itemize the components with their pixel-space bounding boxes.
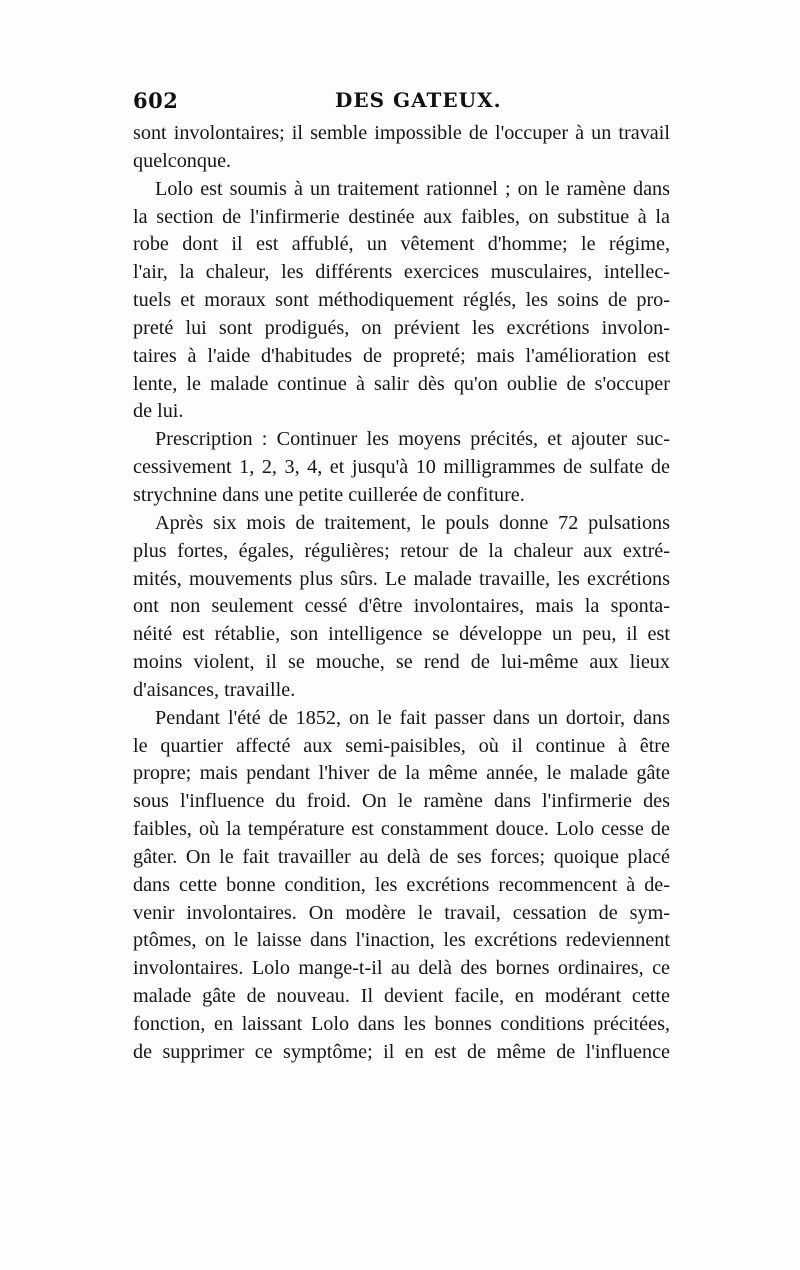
text-line: de lui. xyxy=(133,400,184,423)
running-title: DES GATEUX. xyxy=(335,88,502,112)
text-line: le quartier affecté aux semi-paisibles, où il continue à être xyxy=(133,734,670,757)
text-line: strychnine dans une petite cuillerée de confiture. xyxy=(133,483,525,506)
text-line: propre; mais pendant l'hiver de la même année, le malade gâte xyxy=(133,762,670,785)
text-line: néité est rétablie, son intelligence se développe un peu, il est xyxy=(133,623,670,646)
text-line: faibles, où la température est constamment douce. Lolo cesse de xyxy=(133,818,670,841)
text-line: l'air, la chaleur, les différents exercices musculaires, intellec- xyxy=(133,261,670,284)
page-number: 602 xyxy=(133,88,179,113)
text-line: la section de l'infirmerie destinée aux faibles, on substitue à la xyxy=(133,205,670,228)
text-line: ptômes, on le laisse dans l'inaction, les excrétions redeviennent xyxy=(133,929,670,952)
text-line: Pendant l'été de 1852, on le fait passer dans un dortoir, dans xyxy=(155,706,670,729)
text-line: quelconque. xyxy=(133,149,232,172)
text-line: malade gâte de nouveau. Il devient facile, en modérant cette xyxy=(133,985,670,1008)
text-line: taires à l'aide d'habitudes de propreté; mais l'amélioration est xyxy=(133,344,670,367)
text-line: mités, mouvements plus sûrs. Le malade travaille, les excrétions xyxy=(133,567,670,590)
text-line: lente, le malade continue à salir dès qu'on oublie de s'occuper xyxy=(133,372,670,395)
text-line: plus fortes, égales, régulières; retour de la chaleur aux extré- xyxy=(133,539,670,562)
text-line: tuels et moraux sont méthodiquement réglés, les soins de pro- xyxy=(133,289,670,312)
page-header xyxy=(130,88,670,118)
text-line: cessivement 1, 2, 3, 4, et jusqu'à 10 milligrammes de sulfate de xyxy=(133,456,670,479)
text-line: dans cette bonne condition, les excrétions recommencent à de- xyxy=(133,873,670,896)
text-line: Après six mois de traitement, le pouls donne 72 pulsations xyxy=(155,511,670,534)
body-text xyxy=(133,120,670,1067)
text-line: involontaires. Lolo mange-t-il au delà des bornes ordinaires, ce xyxy=(133,957,670,980)
text-line: Lolo est soumis à un traitement rationnel ; on le ramène dans xyxy=(155,177,670,200)
text-line: gâter. On le fait travailler au delà de ses forces; quoique placé xyxy=(133,845,670,868)
text-line: robe dont il est affublé, un vêtement d'homme; le régime, xyxy=(133,233,670,256)
text-line: d'aisances, travaille. xyxy=(133,678,296,701)
text-line: sous l'influence du froid. On le ramène dans l'infirmerie des xyxy=(133,790,670,813)
text-line: preté lui sont prodigués, on prévient les excrétions involon- xyxy=(133,316,670,339)
text-line: sont involontaires; il semble impossible de l'occuper à un travail xyxy=(133,122,670,144)
text-line: Prescription : Continuer les moyens précités, et ajouter suc- xyxy=(155,428,670,451)
text-line: de supprimer ce symptôme; il en est de même de l'influence xyxy=(133,1040,670,1063)
text-line: moins violent, il se mouche, se rend de lui-même aux lieux xyxy=(133,651,670,674)
text-line: ont non seulement cessé d'être involontaires, mais la sponta- xyxy=(133,595,670,618)
text-line: fonction, en laissant Lolo dans les bonnes conditions précitées, xyxy=(133,1013,670,1035)
text-line: venir involontaires. On modère le travail, cessation de sym- xyxy=(133,901,670,924)
